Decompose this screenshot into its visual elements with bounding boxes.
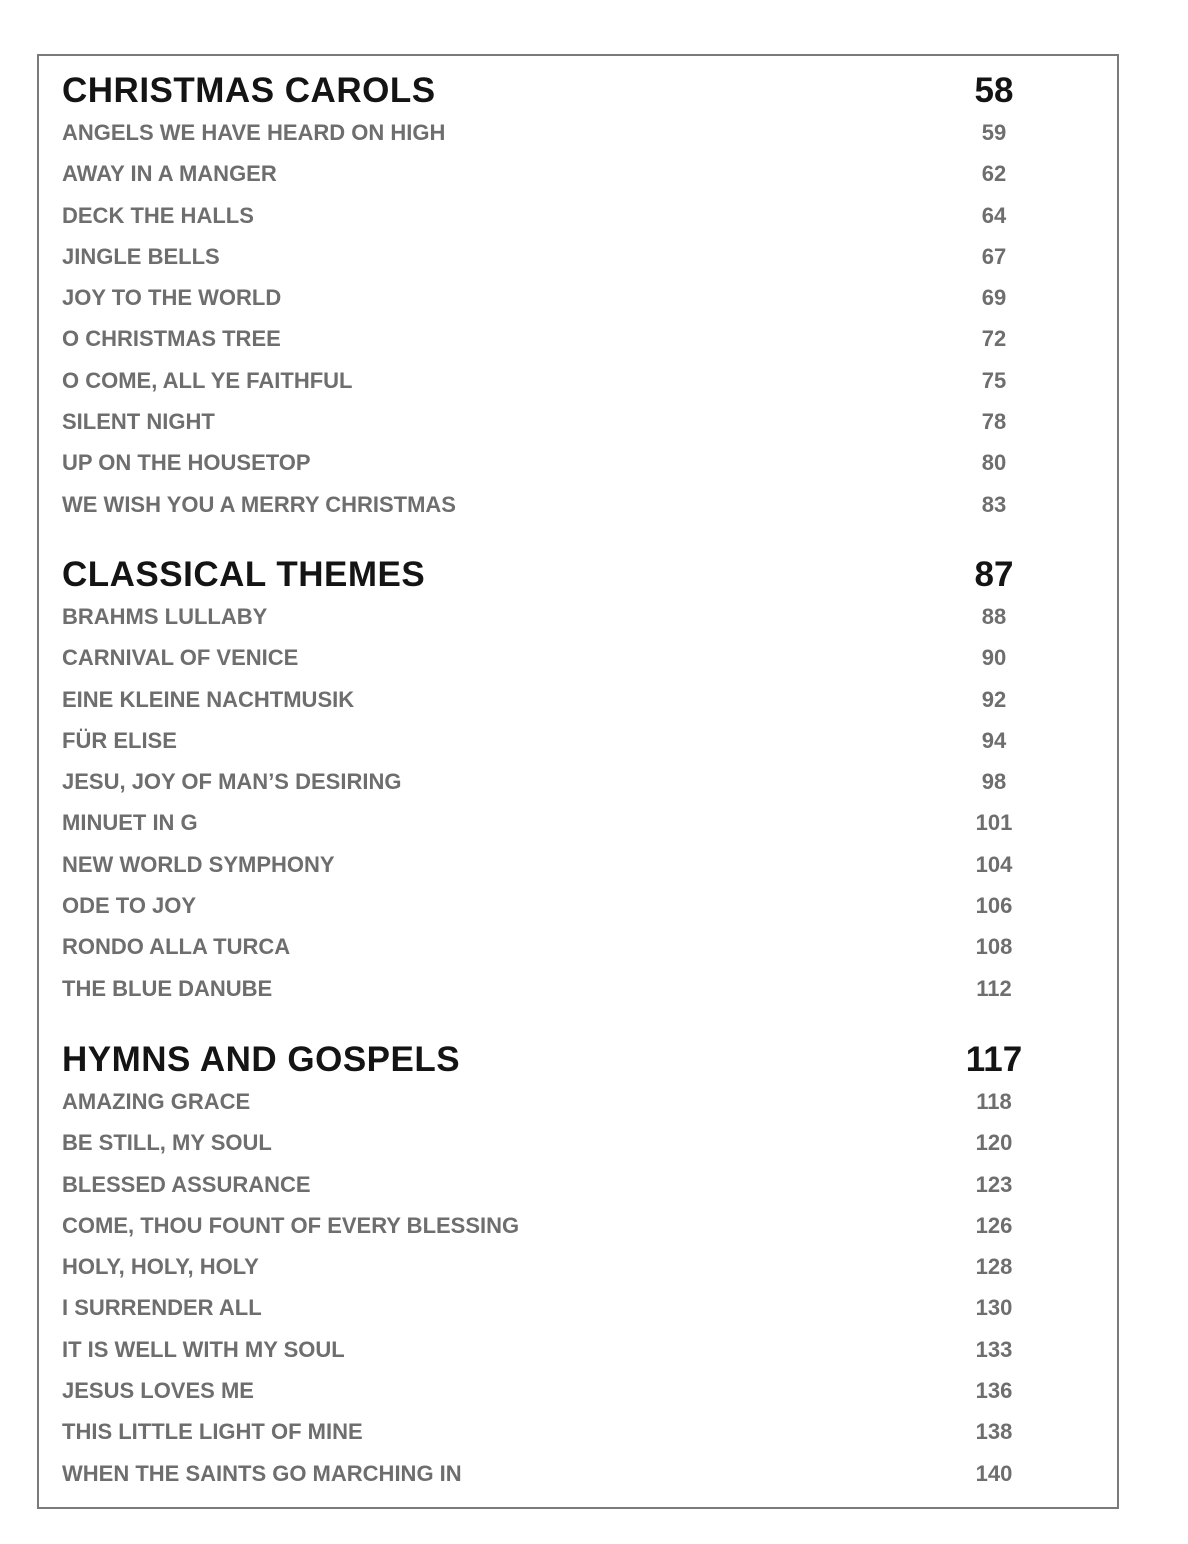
- toc-entry: [39, 360, 1117, 401]
- toc-entry: [39, 318, 1117, 359]
- entry-page-number: 62: [981, 161, 1007, 187]
- toc-entry: [39, 968, 1117, 1009]
- entry-page-number: 104: [975, 851, 1013, 877]
- toc-entry: [39, 1329, 1117, 1370]
- entry-title: ODE TO JOY: [62, 893, 197, 919]
- toc-entry: [39, 1122, 1117, 1163]
- toc-entry: [39, 885, 1117, 926]
- section-heading: [39, 554, 1117, 596]
- entry-page-number: 138: [975, 1419, 1013, 1445]
- entry-page-number: 78: [981, 409, 1007, 435]
- toc-entry: [39, 1081, 1117, 1122]
- entry-title: WHEN THE SAINTS GO MARCHING IN: [62, 1460, 462, 1486]
- entry-title: BRAHMS LULLABY: [62, 604, 268, 629]
- toc-entry: [39, 401, 1117, 442]
- entry-page-number: 80: [981, 450, 1007, 476]
- toc-entry: [39, 679, 1117, 720]
- toc-entry: [39, 112, 1117, 153]
- entry-page-number: 133: [975, 1336, 1013, 1362]
- toc-entry: [39, 761, 1117, 802]
- toc-entry: [39, 844, 1117, 885]
- entry-page-number: 128: [975, 1254, 1013, 1280]
- toc-entry: [39, 596, 1117, 637]
- entry-page-number: 69: [981, 285, 1007, 311]
- entry-page-number: 130: [975, 1295, 1013, 1321]
- entry-title: HOLY, HOLY, HOLY: [62, 1254, 259, 1280]
- toc-entry: [39, 1287, 1117, 1328]
- toc-entry: [39, 720, 1117, 761]
- entry-title: COME, THOU FOUNT OF EVERY BLESSING: [62, 1212, 520, 1238]
- entry-page-number: 106: [975, 893, 1013, 919]
- toc-entry: [39, 1453, 1117, 1494]
- toc-entry: [39, 195, 1117, 236]
- entry-title: EINE KLEINE NACHTMUSIK: [62, 686, 355, 712]
- entry-title: CARNIVAL OF VENICE: [62, 645, 299, 671]
- entry-page-number: 101: [975, 810, 1013, 836]
- entry-page-number: 92: [981, 686, 1007, 712]
- entry-page-number: 126: [975, 1212, 1013, 1238]
- section-page-number: 117: [965, 1040, 1023, 1079]
- entry-page-number: 72: [981, 326, 1007, 352]
- section-title: CLASSICAL THEMES: [62, 555, 426, 594]
- entry-title: WE WISH YOU A MERRY CHRISTMAS: [62, 491, 456, 517]
- section-title: HYMNS AND GOSPELS: [62, 1040, 461, 1079]
- toc-entry: [39, 484, 1117, 525]
- toc-entry: [39, 1370, 1117, 1411]
- entry-title: THE BLUE DANUBE: [62, 975, 273, 1001]
- entry-page-number: 136: [975, 1378, 1013, 1404]
- entry-page-number: 140: [975, 1460, 1013, 1486]
- entry-page-number: 88: [981, 604, 1007, 629]
- toc-entry: [39, 1205, 1117, 1246]
- section-heading: [39, 70, 1117, 112]
- entry-page-number: 118: [976, 1089, 1012, 1114]
- entry-title: BE STILL, MY SOUL: [62, 1130, 272, 1156]
- entry-title: BLESSED ASSURANCE: [62, 1171, 311, 1197]
- toc-entry: [39, 153, 1117, 194]
- toc-entry: [39, 1246, 1117, 1287]
- toc-entry: [39, 236, 1117, 277]
- entry-title: UP ON THE HOUSETOP: [62, 450, 311, 476]
- entry-title: SILENT NIGHT: [62, 409, 215, 435]
- entry-page-number: 112: [976, 975, 1012, 1001]
- entry-title: AMAZING GRACE: [62, 1089, 251, 1114]
- entry-title: O CHRISTMAS TREE: [62, 326, 281, 352]
- entry-page-number: 59: [981, 120, 1007, 145]
- entry-page-number: 75: [981, 367, 1007, 393]
- toc-entry: [39, 442, 1117, 483]
- entry-title: O COME, ALL YE FAITHFUL: [62, 367, 353, 393]
- entry-page-number: 90: [981, 645, 1007, 671]
- section-title: CHRISTMAS CAROLS: [62, 71, 436, 110]
- entry-title: MINUET IN G: [62, 810, 198, 836]
- toc-entry: [39, 277, 1117, 318]
- toc-entry: [39, 1411, 1117, 1452]
- entry-title: JESUS LOVES ME: [62, 1378, 254, 1404]
- entry-title: IT IS WELL WITH MY SOUL: [62, 1336, 345, 1362]
- toc-entry: [39, 802, 1117, 843]
- entry-list: [39, 112, 1117, 525]
- section-heading: [39, 1039, 1117, 1081]
- table-of-contents: [37, 54, 1119, 1509]
- entry-page-number: 108: [975, 934, 1013, 960]
- entry-page-number: 83: [981, 491, 1007, 517]
- entry-page-number: 64: [981, 202, 1007, 228]
- section-page-number: 87: [974, 555, 1014, 594]
- entry-page-number: 94: [981, 727, 1007, 753]
- toc-entry: [39, 1164, 1117, 1205]
- entry-list: [39, 1081, 1117, 1494]
- toc-entry: [39, 637, 1117, 678]
- entry-title: FÜR ELISE: [62, 727, 177, 753]
- entry-page-number: 98: [981, 769, 1007, 795]
- entry-title: THIS LITTLE LIGHT OF MINE: [62, 1419, 363, 1445]
- entry-title: AWAY IN A MANGER: [62, 161, 277, 187]
- entry-title: I SURRENDER ALL: [62, 1295, 262, 1321]
- entry-list: [39, 596, 1117, 1009]
- entry-title: NEW WORLD SYMPHONY: [62, 851, 335, 877]
- entry-page-number: 120: [975, 1130, 1013, 1156]
- entry-title: DECK THE HALLS: [62, 202, 254, 228]
- entry-page-number: 123: [975, 1171, 1013, 1197]
- entry-title: RONDO ALLA TURCA: [62, 934, 291, 960]
- toc-entry: [39, 926, 1117, 967]
- entry-title: ANGELS WE HAVE HEARD ON HIGH: [62, 120, 446, 145]
- entry-title: JOY TO THE WORLD: [62, 285, 282, 311]
- entry-page-number: 67: [981, 243, 1007, 269]
- entry-title: JINGLE BELLS: [62, 243, 220, 269]
- entry-title: JESU, JOY OF MAN’S DESIRING: [62, 769, 402, 795]
- section-page-number: 58: [974, 71, 1014, 110]
